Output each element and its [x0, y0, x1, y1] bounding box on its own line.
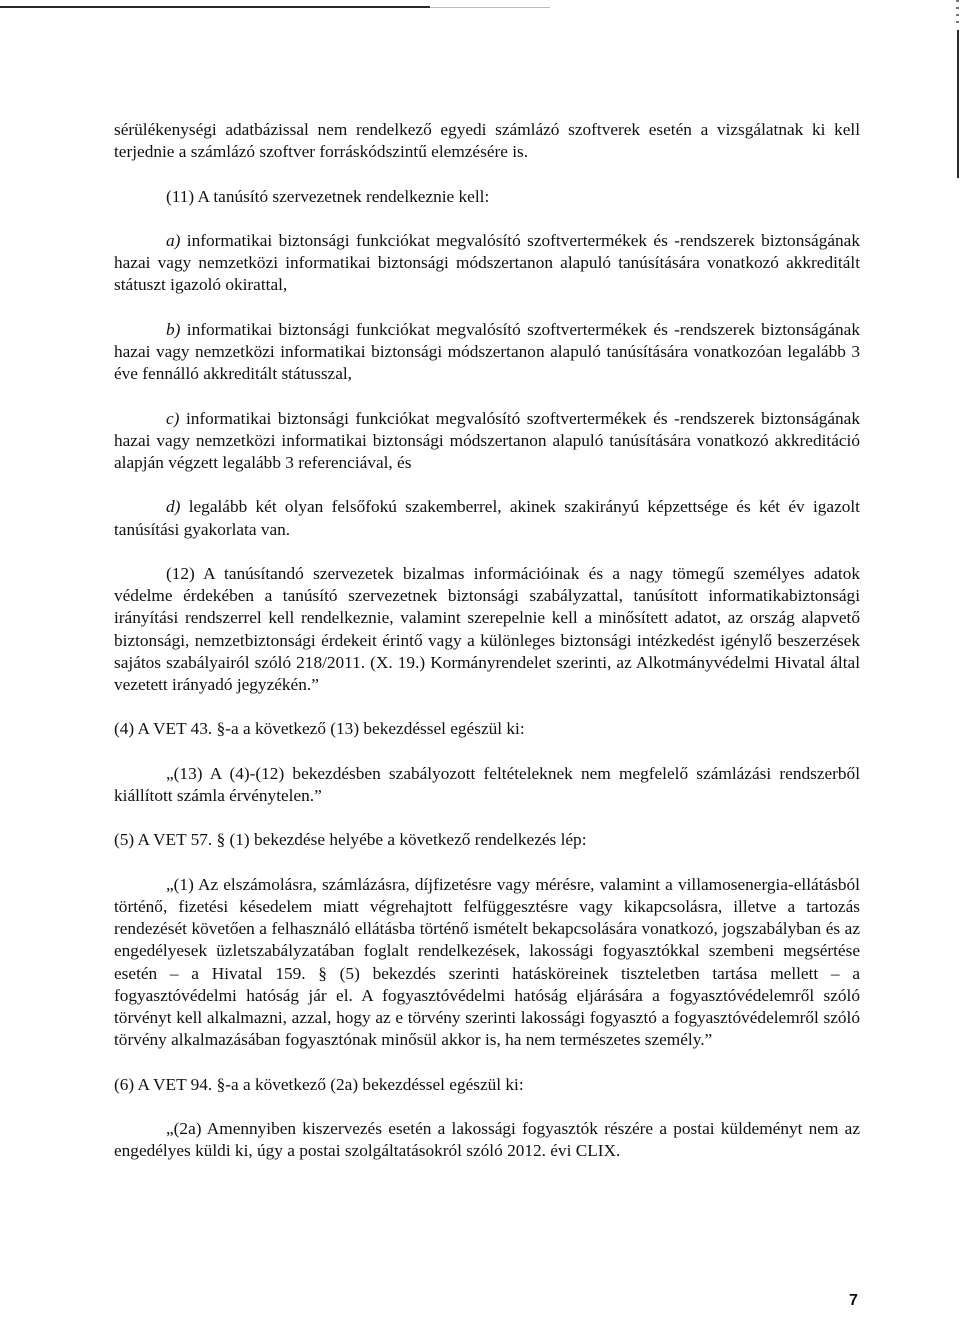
list-letter-c: c)	[166, 408, 180, 428]
list-text-d: legalább két olyan felsőfokú szakemberrel, akinek szakirányú képzettsége és két év igazolt tanúsítási gyakorlata van.	[114, 497, 860, 539]
amendment-5-intro: (5) A VET 57. § (1) bekezdése helyébe a következő rendelkezés lép:	[114, 830, 587, 850]
list-text-a: informatikai biztonsági funkciókat megvalósító szoftvertermékek és -rendszerek biztonságának hazai vagy nemzetközi informatikai biztonsági módszertanon alapuló tanúsítására vonatkozó akkreditált státuszt igazoló okirattal,	[114, 230, 860, 295]
amendment-5-text: „(1) Az elszámolásra, számlázásra, díjfizetésre vagy mérésre, valamint a villamosenergia-ellátásból történő, fizetési késedelem miatt végrehajtott felfüggesztésre vagy kikapcsolásra, illetve a tartozás rendezését követően a felhasználó ellátásba történő ismételt bekapcsolására vonatkozó, jogszabályban és az engedélyesek üzletszabályzatában foglalt rendelkezések, lakossági fogyasztókkal szembeni megsértése esetén – a Hivatal 159. § (5) bekezdés szerinti hatásköreinek tiszteletben tartása mellett – a fogyasztóvédelmi hatóság jár el. A fogyasztóvédelmi hatóság eljárására a fogyasztóvédelemről szóló törvényt kell alkalmazni, azzal, hogy az e törvény szerinti lakossági fogyasztó a fogyasztóvédelemről szóló törvény alkalmazásában fogyasztónak minősül akkor is, ha nem természetes személy.”	[114, 874, 860, 1050]
list-letter-b: b)	[166, 319, 181, 339]
list-letter-d: d)	[166, 497, 181, 517]
scan-edge-rule	[957, 30, 959, 178]
scan-top-rule	[0, 6, 430, 8]
list-text-b: informatikai biztonsági funkciókat megvalósító szoftvertermékek és -rendszerek biztonságának hazai vagy nemzetközi informatikai biztonsági módszertanon alapuló tanúsítására vonatkozóan legalább 3 éve fennálló akkreditált státusszal,	[114, 319, 860, 384]
scan-edge-dots	[956, 0, 959, 28]
list-text-c: informatikai biztonsági funkciókat megvalósító szoftvertermékek és -rendszerek biztonságának hazai vagy nemzetközi informatikai biztonsági módszertanon alapuló tanúsítására vonatkozó akkreditáció alapján végzett legalább 3 referenciával, és	[114, 408, 860, 472]
list-item-a	[114, 230, 860, 297]
amendment-4-text: „(13) A (4)-(12) bekezdésben szabályozott feltételeknek nem megfelelő számlázási rendszerből kiállított számla érvénytelen.”	[114, 763, 860, 805]
amendment-6-intro: (6) A VET 94. §-a a következő (2a) bekezdéssel egészül ki:	[114, 1074, 524, 1094]
list-letter-a: a)	[166, 230, 181, 250]
amendment-6-text: „(2a) Amennyiben kiszervezés esetén a lakossági fogyasztók részére a postai küldeményt nem az engedélyes küldi ki, úgy a postai szolgáltatásokról szóló 2012. évi CLIX.	[114, 1118, 860, 1161]
paragraph-12: (12) A tanúsítandó szervezetek bizalmas információinak és a nagy tömegű személyes adatok védelme érdekében a tanúsító szervezetnek biztonsági szabályzattal, tanúsított informatikabiztonsági irányítási rendszerrel kell rendelkeznie, valamint szerepelnie kell a minősített adatot, az ország alapvető biztonsági, nemzetbiztonsági érdekeit érintő vagy a különleges biztonsági intézkedést igénylő beszerzések sajátos szabályairól szóló 218/2011. (X. 19.) Kormányrendelet szerinti, az Alkotmányvédelmi Hivatal által vezetett irányadó jegyzékén.”	[114, 563, 860, 694]
paragraph-11-intro: (11) A tanúsító szervezetnek rendelkeznie kell:	[166, 186, 490, 206]
list-item-c	[114, 408, 860, 475]
list-item-d	[114, 496, 860, 540]
document-body	[114, 119, 860, 1162]
page-number: 7	[849, 1292, 858, 1309]
scan-top-rule-fade	[430, 7, 550, 8]
amendment-4-intro: (4) A VET 43. §-a a következő (13) bekezdéssel egészül ki:	[114, 719, 525, 739]
list-item-b	[114, 319, 860, 386]
paragraph-continuation: sérülékenységi adatbázissal nem rendelkező egyedi számlázó szoftverek esetén a vizsgálatnak ki kell terjednie a számlázó szoftver forráskódszintű elemzésére is.	[114, 120, 860, 162]
